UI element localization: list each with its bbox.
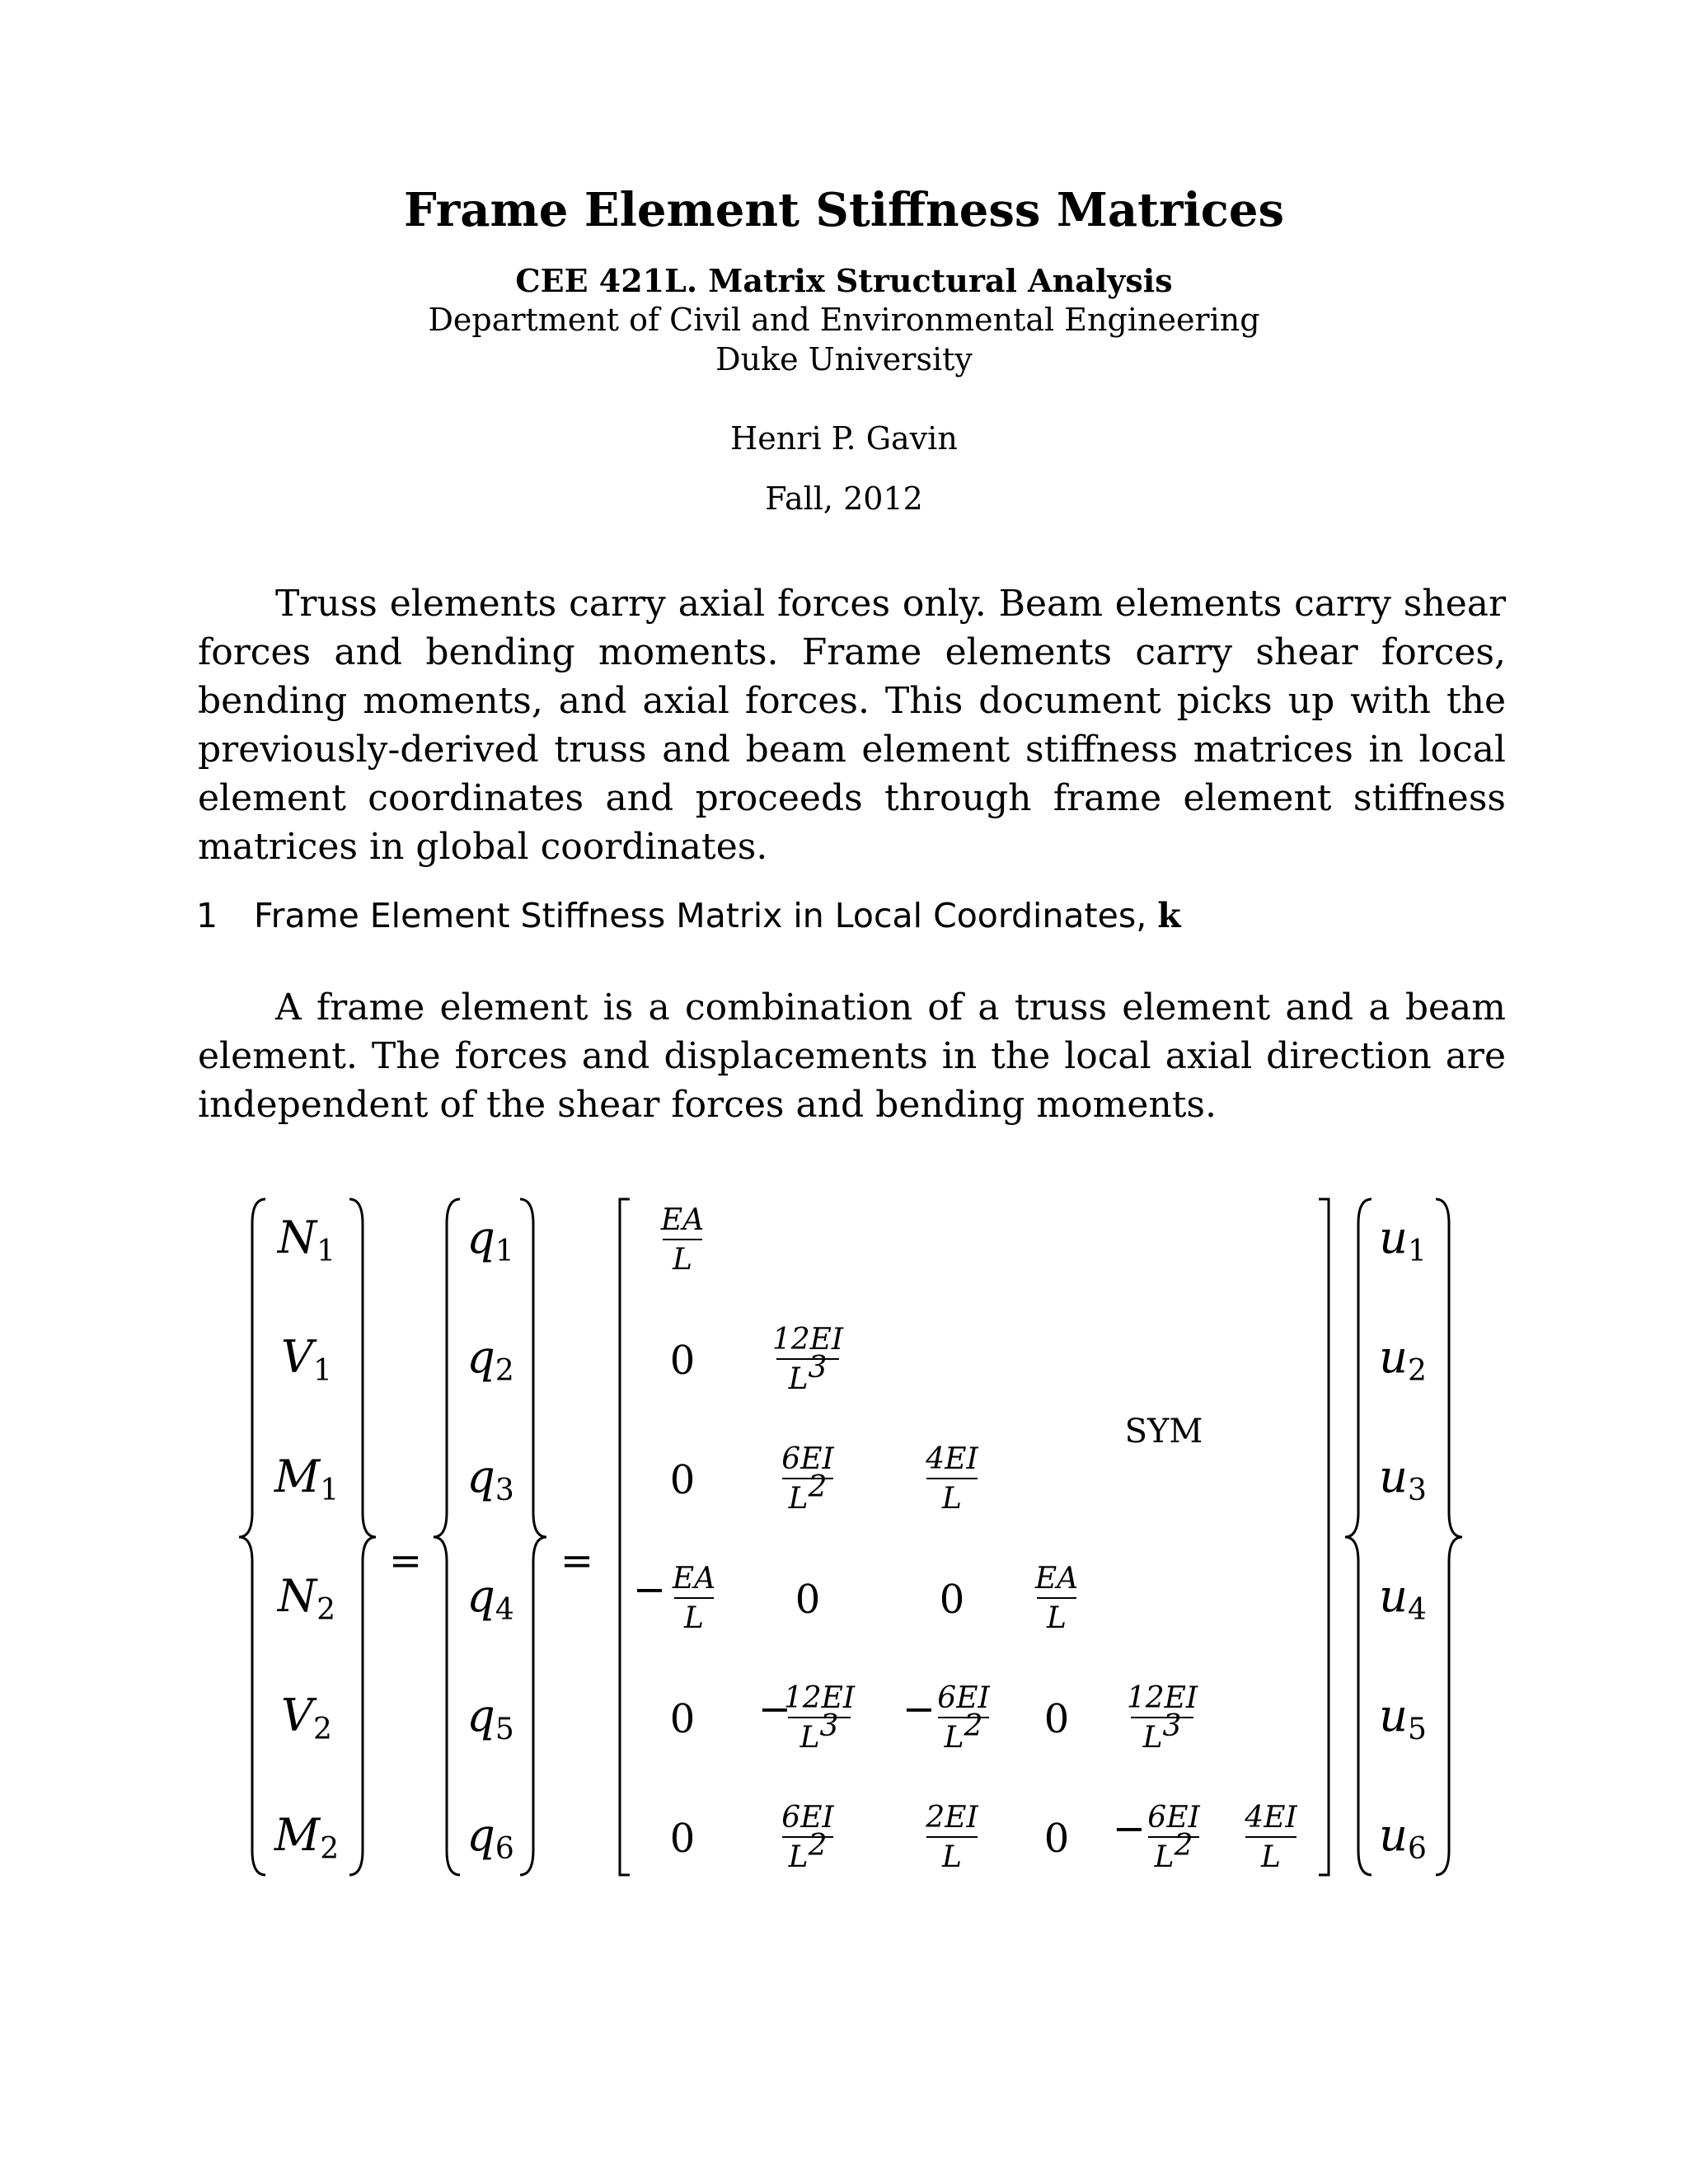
fraction-numerator: EA: [1034, 1562, 1079, 1596]
department: Department of Civil and Environmental Engineering: [428, 302, 1260, 338]
matrix-zero: 0: [669, 1696, 696, 1742]
q-entry: q5: [467, 1690, 514, 1746]
fraction-denominator: L2: [1154, 1829, 1193, 1874]
fraction-denominator: L: [673, 1243, 692, 1277]
fraction-numerator: 6EI: [1147, 1801, 1200, 1835]
force-entry: N2: [277, 1570, 336, 1627]
force-entry: M1: [274, 1451, 340, 1507]
q-entry: q1: [467, 1212, 514, 1268]
minus-sign: −: [1112, 1806, 1146, 1852]
fraction-numerator: 4EI: [1245, 1801, 1297, 1835]
fraction-denominator: L3: [799, 1709, 839, 1755]
matrix-zero: 0: [669, 1816, 696, 1862]
section-paragraph: A frame element is a combination of a truss element and a beam element. The forces and displacements in the local axial direction are independent of the shear forces and bending moments.: [198, 987, 1506, 1126]
right-brace: [520, 1199, 546, 1875]
fraction-denominator: L2: [788, 1470, 828, 1516]
section-symbol: k: [1157, 896, 1181, 935]
document-title: Frame Element Stiffness Matrices: [403, 183, 1285, 237]
force-entry: V1: [281, 1331, 332, 1388]
q-entry: q6: [467, 1809, 514, 1866]
fraction-numerator: 12EI: [783, 1681, 856, 1715]
fraction-numerator: 2EI: [926, 1801, 978, 1835]
section-title: Frame Element Stiffness Matrix in Local Coordinates,: [254, 896, 1147, 935]
fraction-denominator: L3: [788, 1351, 828, 1396]
course-name: CEE 421L. Matrix Structural Analysis: [515, 262, 1173, 299]
fraction-numerator: 12EI: [1126, 1681, 1198, 1715]
u-entry: u2: [1379, 1331, 1427, 1388]
section-heading: [196, 896, 1181, 935]
force-entry: V2: [281, 1690, 332, 1746]
university: Duke University: [715, 341, 973, 377]
left-brace: [434, 1199, 460, 1875]
date: Fall, 2012: [765, 480, 923, 517]
minus-sign: −: [757, 1686, 792, 1732]
stiffness-equation: [0, 1195, 1688, 1896]
author: Henri P. Gavin: [730, 420, 958, 457]
right-bracket: [1319, 1199, 1329, 1875]
u-entry: u1: [1379, 1212, 1427, 1268]
fraction-denominator: L2: [944, 1709, 983, 1755]
matrix-zero: 0: [939, 1577, 965, 1623]
minus-sign: −: [632, 1567, 667, 1613]
q-entry: q4: [467, 1570, 514, 1627]
sym-label: SYM: [1124, 1413, 1203, 1451]
fraction-denominator: L: [684, 1601, 704, 1635]
u-entry: u6: [1379, 1809, 1427, 1866]
u-entry: u5: [1379, 1690, 1427, 1746]
left-brace: [239, 1199, 265, 1875]
fraction-numerator: EA: [660, 1203, 705, 1237]
fraction-denominator: L3: [1142, 1709, 1182, 1755]
fraction-denominator: L: [1047, 1601, 1067, 1635]
minus-sign: −: [902, 1686, 936, 1732]
fraction-numerator: 6EI: [937, 1681, 990, 1715]
fraction-denominator: L: [942, 1482, 962, 1516]
right-brace: [1436, 1199, 1462, 1875]
u-entry: u3: [1379, 1451, 1427, 1507]
fraction-numerator: 6EI: [781, 1442, 834, 1476]
right-brace: [349, 1199, 376, 1875]
fraction-numerator: 4EI: [926, 1442, 978, 1476]
fraction-numerator: EA: [672, 1562, 716, 1596]
matrix-zero: 0: [669, 1338, 696, 1384]
force-entry: M2: [274, 1809, 340, 1866]
q-entry: q2: [467, 1331, 514, 1388]
matrix-zero: 0: [669, 1457, 696, 1503]
left-bracket: [620, 1199, 630, 1875]
fraction-denominator: L: [1261, 1840, 1281, 1874]
fraction-denominator: L: [942, 1840, 962, 1874]
matrix-zero: 0: [1043, 1696, 1070, 1742]
fraction-numerator: 12EI: [771, 1323, 844, 1357]
equals-sign: =: [388, 1538, 423, 1584]
q-entry: q3: [467, 1451, 514, 1507]
section-number: 1: [196, 896, 218, 935]
left-brace: [1345, 1199, 1372, 1875]
intro-paragraph: Truss elements carry axial forces only. Beam elements carry shear forces and bending moments. Frame elements carry shear forces, bending moments, and axial forces. This document picks up with the previously-derived truss and beam element stiffness matrices in local element coordinates and proceeds through frame element stiffness matrices in global coordinates.: [198, 583, 1506, 868]
force-entry: N1: [277, 1212, 336, 1268]
equals-sign: =: [560, 1538, 594, 1584]
u-entry: u4: [1379, 1570, 1427, 1627]
fraction-numerator: 6EI: [781, 1801, 834, 1835]
matrix-zero: 0: [1043, 1816, 1070, 1862]
fraction-denominator: L2: [788, 1829, 828, 1874]
matrix-zero: 0: [795, 1577, 821, 1623]
